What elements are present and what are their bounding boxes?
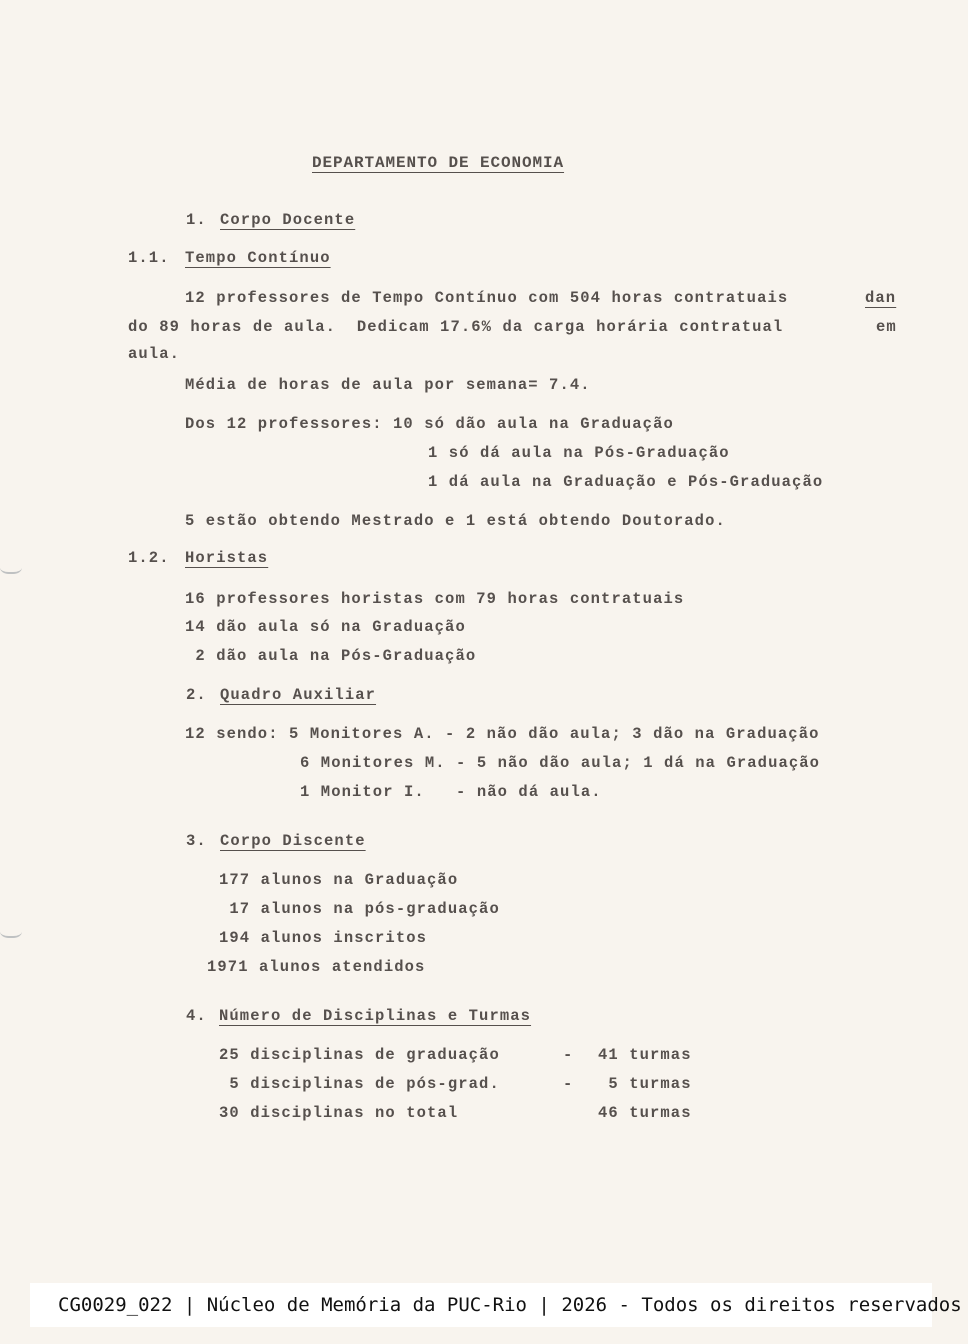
paragraph-line: do 89 horas de aula. Dedicam 17.6% da carga horária contratual [128, 318, 784, 336]
paragraph-line-end: em [876, 318, 897, 336]
monitors-line: 12 sendo: 5 Monitores A. - 2 não dão aula; 3 dão na Graduação [185, 725, 820, 743]
section-1-title: Corpo Docente [220, 211, 356, 229]
students-line: 177 alunos na Graduação [219, 871, 459, 889]
paragraph-line: 12 professores de Tempo Contínuo com 504 horas contratuais [185, 289, 799, 307]
copyright-footer: CG0029_022 | Núcleo de Memória da PUC-Rio | 2026 - Todos os direitos reservados [30, 1283, 932, 1327]
punch-hole-mark [0, 922, 22, 938]
section-1-1-number: 1.1. [128, 249, 170, 267]
professors-breakdown-line: Dos 12 professores: 10 só dão aula na Graduação [185, 415, 674, 433]
courses-row-label: 5 disciplinas de pós-grad. [219, 1075, 500, 1093]
professors-breakdown-line: 1 só dá aula na Pós-Graduação [428, 444, 730, 462]
hourly-line: 2 dão aula na Pós-Graduação [185, 647, 477, 665]
professors-breakdown-line: 1 dá aula na Graduação e Pós-Graduação [428, 473, 824, 491]
courses-row-classes: 5 turmas [598, 1075, 692, 1093]
courses-row-dash: - [563, 1075, 574, 1093]
paragraph-line: aula. [128, 345, 181, 363]
students-line: 194 alunos inscritos [219, 929, 428, 947]
courses-row-label: 25 disciplinas de graduação [219, 1046, 500, 1064]
section-1-2-number: 1.2. [128, 549, 170, 567]
hourly-line: 14 dão aula só na Graduação [185, 618, 466, 636]
section-1-2-title: Horistas [185, 549, 269, 567]
section-4-title: Número de Disciplinas e Turmas [219, 1007, 532, 1025]
students-line: 17 alunos na pós-graduação [219, 900, 500, 918]
paragraph-line-end: dan [865, 289, 897, 307]
courses-row-label: 30 disciplinas no total [219, 1104, 459, 1122]
punch-hole-mark [0, 558, 22, 574]
average-hours-line: Média de horas de aula por semana= 7.4. [185, 376, 591, 394]
section-3-number: 3. [186, 832, 207, 850]
section-2-number: 2. [186, 686, 207, 704]
students-line: 1971 alunos atendidos [207, 958, 426, 976]
hourly-line: 16 professores horistas com 79 horas contratuais [185, 590, 685, 608]
courses-row-dash: - [563, 1046, 574, 1064]
degree-status-line: 5 estão obtendo Mestrado e 1 está obtendo Doutorado. [185, 512, 726, 530]
monitors-line: 6 Monitores M. - 5 não dão aula; 1 dá na Graduação [300, 754, 821, 772]
section-1-1-title: Tempo Contínuo [185, 249, 331, 267]
section-2-title: Quadro Auxiliar [220, 686, 377, 704]
section-3-title: Corpo Discente [220, 832, 366, 850]
courses-row-classes: 46 turmas [598, 1104, 692, 1122]
section-4-number: 4. [186, 1007, 207, 1025]
page-title: DEPARTAMENTO DE ECONOMIA [312, 154, 565, 172]
monitors-line: 1 Monitor I. - não dá aula. [300, 783, 602, 801]
courses-row-classes: 41 turmas [598, 1046, 692, 1064]
section-1-number: 1. [186, 211, 207, 229]
